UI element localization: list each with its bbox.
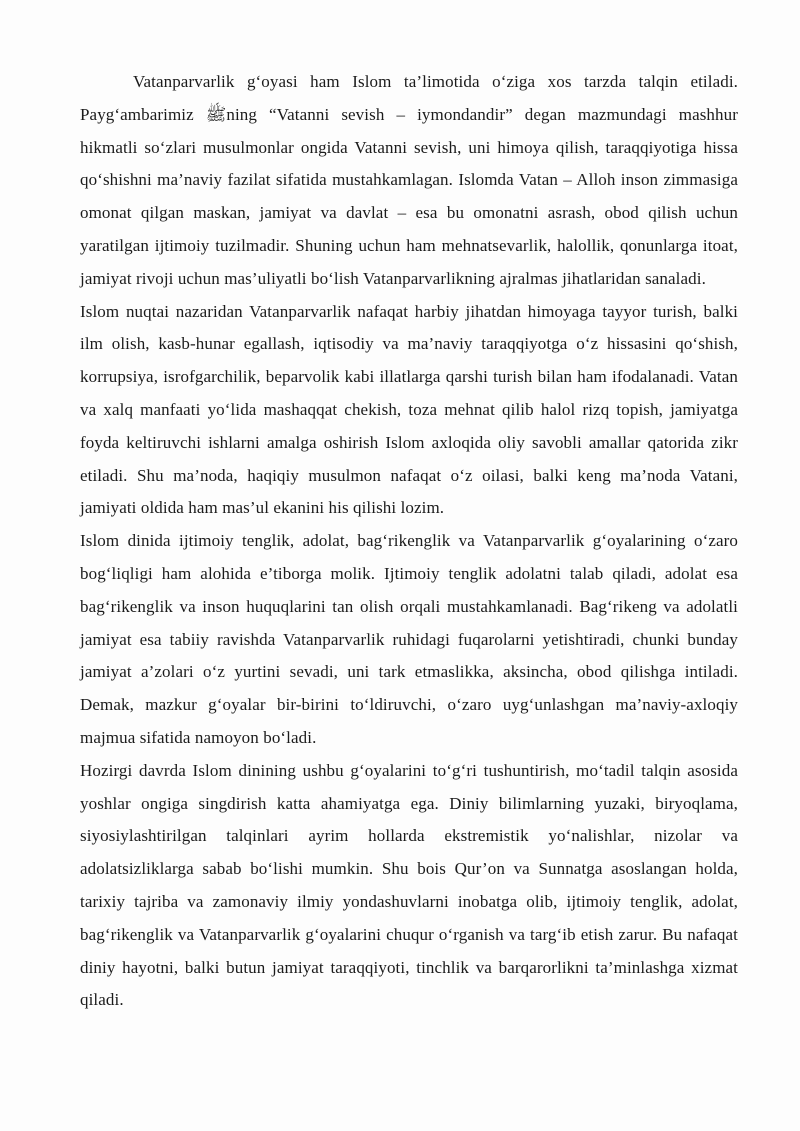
paragraph-modern-era: Hozirgi davrda Islom dinining ushbu g‘oyalarini to‘g‘ri tushuntirish, mo‘tadil talqin asosida yoshlar ongiga singdirish katta ahamiyatga ega. Diniy bilimlarning yuzaki, biryoqlama, siyosiylashtirilgan talqinlari ayrim hollarda ekstremistik yo‘nalishlar, nizolar va adolatsizliklarga sabab bo‘lishi mumkin. Shu bois Qur’on va Sunnatga asoslangan holda, tarixiy tajriba va zamonaviy ilmiy yondashuvlarni inobatga olib, ijtimoiy tenglik, adolat, bag‘rikenglik va Vatanparvarlik g‘oyalarini chuqur o‘rganish va targ‘ib etish zarur. Bu nafaqat diniy hayotni, balki butun jamiyat taraqqiyoti, tinchlik va barqarorlikni ta’minlashga xizmat qiladi. [80,760,738,1010]
paragraph-intro: Vatanparvarlik g‘oyasi ham Islom ta’limotida o‘ziga xos tarzda talqin etiladi. Payg‘ambarimiz ﷺning “Vatanni sevish – iymondandir” degan mazmundagi mashhur hikmatli so‘zlari musulmonlar ongida Vatanni sevish, uni himoya qilish, taraqqiyotiga hissa qo‘shishni ma’naviy fazilat sifatida mustahkamlagan. Islomda Vatan – Alloh inson zimmasiga omonat qilgan maskan, jamiyat va davlat – esa bu omonatni asrash, obod qilish uchun yaratilgan ijtimoiy tuzilmadir. Shuning uchun ham mehnatsevarlik, halollik, qonunlarga itoat, jamiyat rivoji uchun mas’uliyatli bo‘lish Vatanparvarlikning ajralmas jihatlaridan sanaladi. [80,72,738,288]
paragraph-equality-justice: Islom dinida ijtimoiy tenglik, adolat, bag‘rikenglik va Vatanparvarlik g‘oyalarining o‘zaro bog‘liqligi ham alohida e’tiborga molik. Ijtimoiy tenglik adolatni talab qiladi, adolat esa bag‘rikenglik va inson huquqlarini tan olish orqali mustahkamlanadi. Bag‘rikeng va adolatli jamiyat esa tabiiy ravishda Vatanparvarlik ruhidagi fuqarolarni yetishtiradi, chunki bunday jamiyat a’zolari o‘z yurtini sevadi, uni tark etmaslikka, aksincha, obod qilishga intiladi. Demak, mazkur g‘oyalar bir-birini to‘ldiruvchi, o‘zaro uyg‘unlashgan ma’naviy-axloqiy majmua sifatida namoyon bo‘ladi. [80,531,738,747]
paragraph-islamic-view: Islom nuqtai nazaridan Vatanparvarlik nafaqat harbiy jihatdan himoyaga tayyor turish, balki ilm olish, kasb-hunar egallash, iqtisodiy va ma’naviy taraqqiyotga o‘z hissasini qo‘shish, korrupsiya, isrofgarchilik, beparvolik kabi illatlarga qarshi turish bilan ham ifodalanadi. Vatan va xalq manfaati yo‘lida mashaqqat chekish, toza mehnat qilib halol rizq topish, jamiyatga foyda keltiruvchi ishlarni amalga oshirish Islom axloqida oliy savobli amallar qatorida zikr etiladi. Shu ma’noda, haqiqiy musulmon nafaqat o‘z oilasi, balki keng ma’noda Vatani, jamiyati oldida ham mas’ul ekanini his qilishi lozim. [80,301,738,518]
